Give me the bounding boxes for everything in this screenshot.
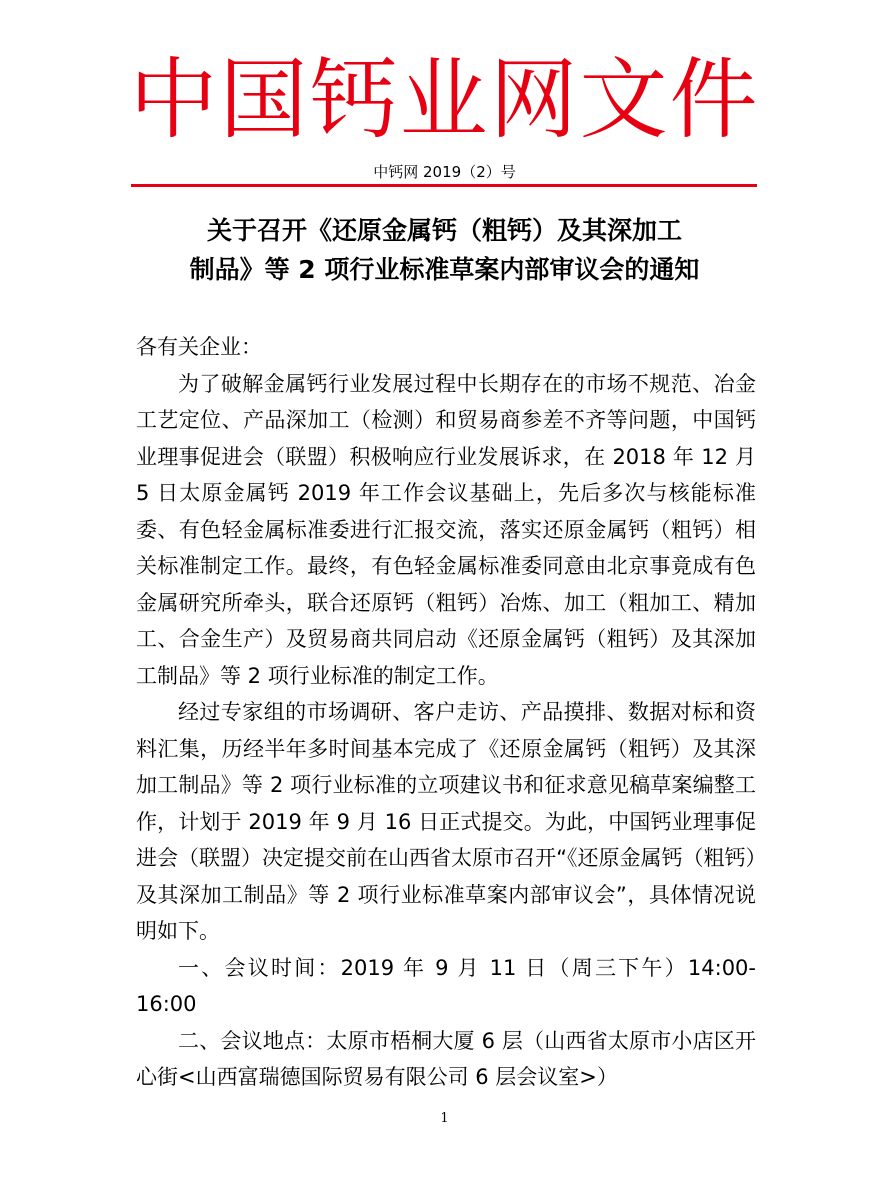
notice-title-line-1: 关于召开《还原金属钙（粗钙）及其深加工 [206, 216, 682, 245]
notice-title-line-2: 制品》等 2 项行业标准草案内部审议会的通知 [189, 255, 700, 284]
paragraph-meeting-time: 一、会议时间：2019 年 9 月 11 日（周三下午）14:00-16:00 [136, 955, 756, 1016]
paragraph-meeting-purpose: 经过专家组的市场调研、客户走访、产品摸排、数据对标和资料汇集，历经半年多时间基本完成了《还原金属钙（粗钙）及其深加工制品》等 2 项行业标准的立项建议书和征求意见稿草案编整工作，计划于 2019 年 9 月 16 日正式提交。为此，中国钙业理事促进会（联盟）决定提交前在山西省太原市召开“《还原金属钙（粗钙）及其深加工制品》等 2 项行业标准草案内部审议会”，具体情况说明如下。 [136, 700, 756, 943]
masthead-divider [131, 184, 757, 187]
notice-body [136, 329, 756, 1096]
document-number: 中钙网 2019（2）号 [373, 163, 516, 181]
page-number: 1 [440, 1111, 449, 1126]
paragraph-meeting-location: 二、会议地点：太原市梧桐大厦 6 层（山西省太原市小店区开心街<山西富瑞德国际贸易有限公司 6 层会议室>） [136, 1028, 756, 1089]
salutation: 各有关企业： [136, 335, 262, 359]
paragraph-background: 为了破解金属钙行业发展过程中长期存在的市场不规范、冶金工艺定位、产品深加工（检测）和贸易商参差不齐等问题，中国钙业理事促进会（联盟）积极响应行业发展诉求，在 2018 年 12 月 5 日太原金属钙 2019 年工作会议基础上，先后多次与核能标准委、有色轻金属标准委进行汇报交流，落实还原金属钙（粗钙）相关标准制定工作。最终，有色轻金属标准委同意由北京事竟成有色金属研究所牵头，联合还原钙（粗钙）冶炼、加工（粗加工、精加工、合金生产）及贸易商共同启动《还原金属钙（粗钙）及其深加工制品》等 2 项行业标准的制定工作。 [136, 371, 756, 688]
masthead-title: 中国钙业网文件 [129, 48, 760, 151]
